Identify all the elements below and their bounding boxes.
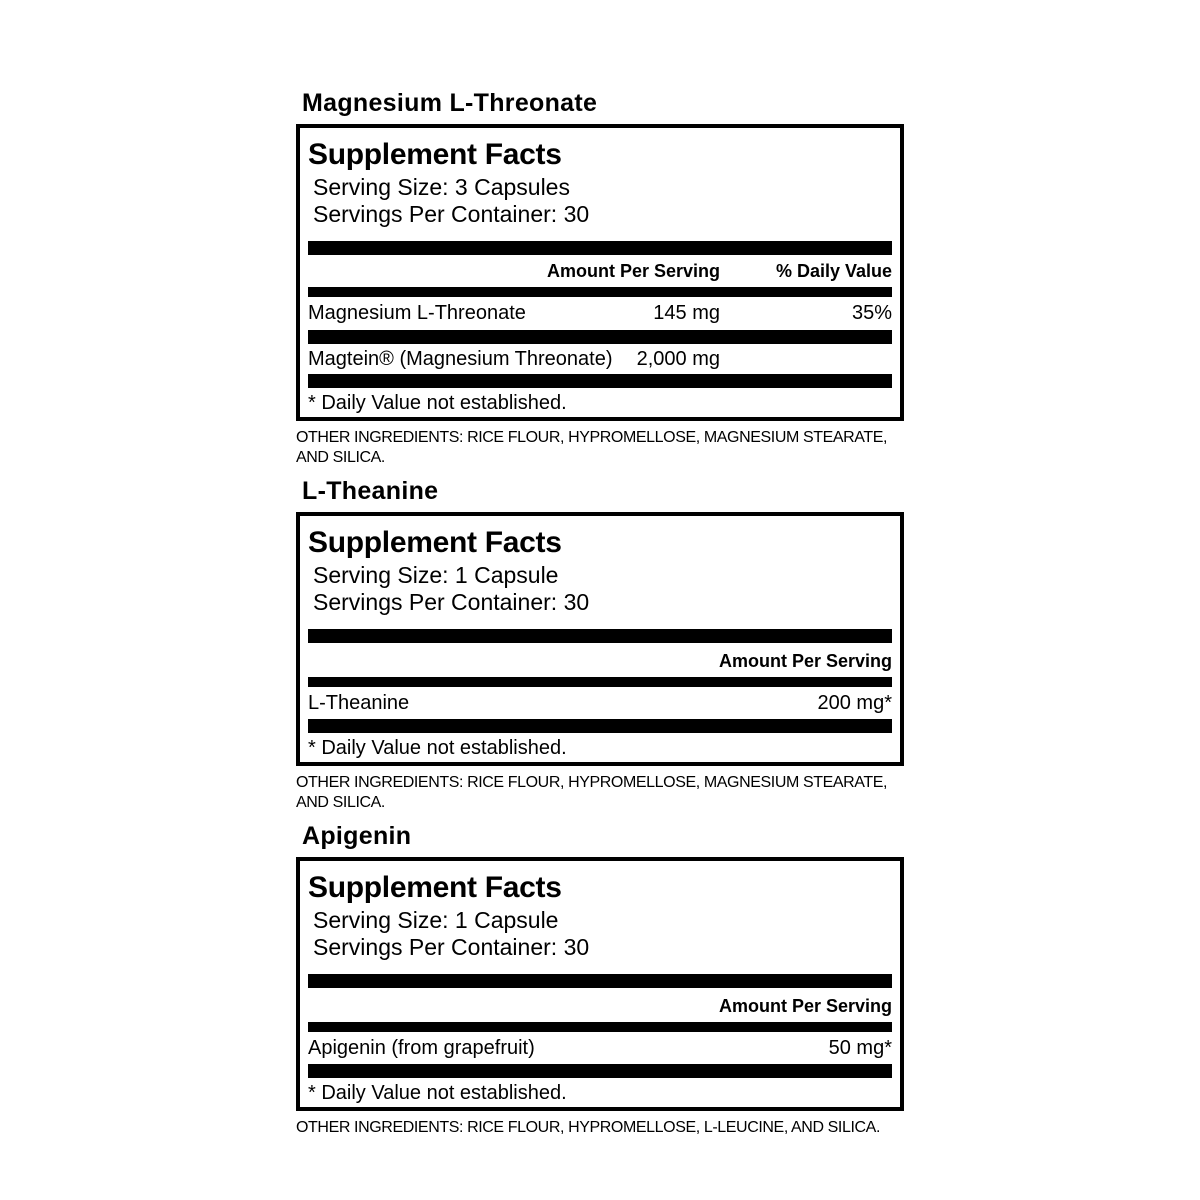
ingredient-amount: 2,000 mg (636, 347, 720, 370)
separator-bar-thin (308, 287, 892, 297)
supplement-facts-box (296, 124, 904, 421)
amount-per-serving-header: Amount Per Serving (718, 996, 892, 1016)
ingredient-row (308, 687, 892, 719)
daily-value-footnote: * Daily Value not established. (308, 1082, 567, 1104)
serving-size: Serving Size: 1 Capsule (313, 907, 559, 933)
supplement-facts-heading: Supplement Facts (308, 526, 562, 559)
column-header-row (308, 255, 892, 287)
panel-apigenin (296, 823, 904, 1138)
panel-title: L-Theanine (302, 477, 439, 505)
supplement-facts-box (296, 857, 904, 1111)
separator-bar-thin (308, 677, 892, 687)
ingredient-name: Apigenin (from grapefruit) (308, 1036, 535, 1059)
separator-bar-thick (308, 374, 892, 388)
separator-bar-thick (308, 629, 892, 643)
ingredient-row (308, 297, 892, 330)
servings-per-container: Servings Per Container: 30 (313, 589, 590, 615)
column-header-row (308, 988, 892, 1022)
amount-per-serving-header: Amount Per Serving (718, 651, 892, 671)
separator-bar-thick (308, 974, 892, 988)
ingredient-amount: 50 mg* (828, 1036, 892, 1059)
serving-size: Serving Size: 1 Capsule (313, 562, 559, 588)
separator-bar-thick (308, 1064, 892, 1078)
other-ingredients: OTHER INGREDIENTS: RICE FLOUR, HYPROMELLOSE, MAGNESIUM STEARATE, AND SILICA. (296, 429, 888, 466)
daily-value-footnote: * Daily Value not established. (308, 392, 567, 414)
supplement-facts-heading: Supplement Facts (308, 138, 562, 171)
ingredient-amount: 145 mg (653, 302, 720, 324)
separator-bar-thick (308, 241, 892, 255)
separator-bar-thin (308, 1022, 892, 1032)
ingredient-name: Magtein® (Magnesium Threonate) (308, 347, 613, 370)
other-ingredients: OTHER INGREDIENTS: RICE FLOUR, HYPROMELLOSE, MAGNESIUM STEARATE, AND SILICA. (296, 774, 888, 811)
daily-value-footnote: * Daily Value not established. (308, 737, 567, 759)
servings-per-container: Servings Per Container: 30 (313, 201, 590, 227)
ingredient-daily-value: 35% (851, 302, 892, 324)
supplement-facts-box (296, 512, 904, 766)
ingredient-name: Magnesium L-Threonate (308, 302, 526, 324)
panel-title: Apigenin (302, 822, 412, 850)
panel-magnesium-l-threonate (296, 90, 904, 468)
ingredient-row (308, 1032, 892, 1064)
ingredient-name: L-Theanine (308, 691, 410, 714)
amount-per-serving-header: Amount Per Serving (546, 261, 720, 281)
column-header-row (308, 643, 892, 677)
servings-per-container: Servings Per Container: 30 (313, 934, 590, 960)
percent-daily-value-header: % Daily Value (775, 261, 892, 281)
panel-l-theanine (296, 478, 904, 813)
panel-title: Magnesium L-Threonate (302, 89, 598, 117)
separator-bar-thick (308, 330, 892, 344)
ingredient-row (308, 344, 892, 374)
separator-bar-thick (308, 719, 892, 733)
supplement-facts-heading: Supplement Facts (308, 871, 562, 904)
serving-size: Serving Size: 3 Capsules (313, 174, 570, 200)
other-ingredients: OTHER INGREDIENTS: RICE FLOUR, HYPROMELLOSE, L-LEUCINE, AND SILICA. (296, 1119, 880, 1136)
ingredient-amount: 200 mg* (817, 691, 892, 714)
